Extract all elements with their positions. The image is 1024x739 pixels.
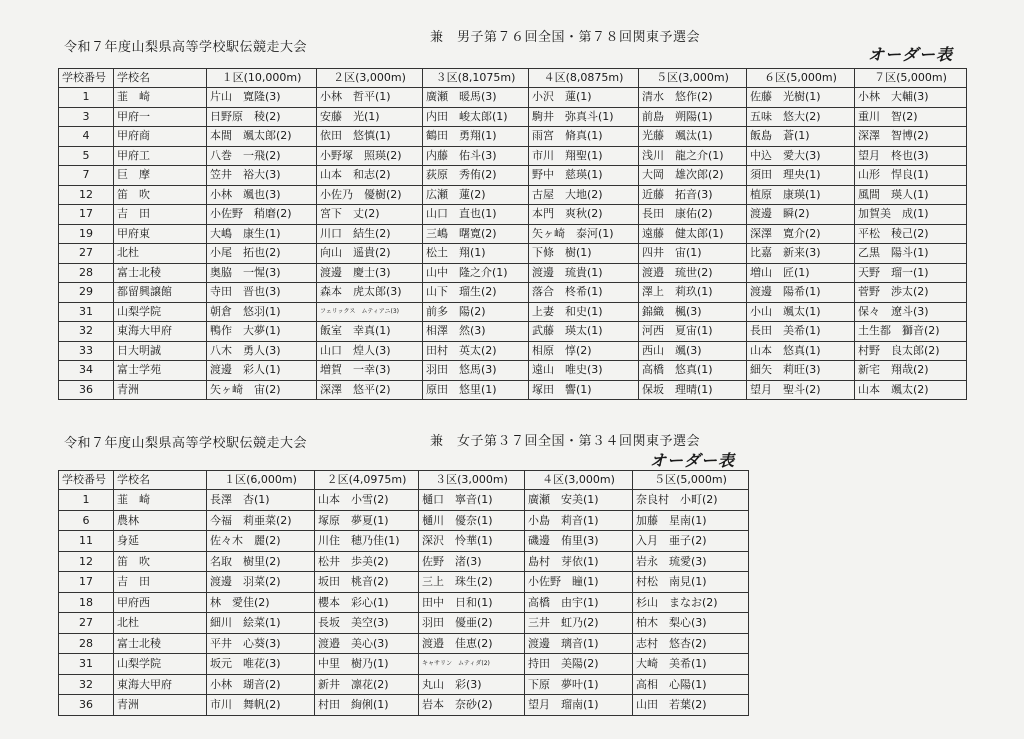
runner-cell: 本門 爽秋(2) xyxy=(529,205,639,225)
runner-cell: 奈良村 小町(2) xyxy=(633,490,749,511)
runner-cell: 小林 瑚音(2) xyxy=(207,674,315,695)
runner-cell: 志村 悠杏(2) xyxy=(633,633,749,654)
women-header-cell: 学校番号 xyxy=(59,471,114,490)
runner-cell: 山口 煌人(3) xyxy=(317,341,423,361)
runner-cell: 菅野 渉太(2) xyxy=(855,283,967,303)
runner-cell: 矢ヶ崎 泰河(1) xyxy=(529,224,639,244)
runner-cell: 重川 智(2) xyxy=(855,107,967,127)
runner-cell: 笠井 裕大(3) xyxy=(207,166,317,186)
runner-cell: 保坂 理晴(1) xyxy=(639,380,747,400)
runner-cell: 持田 美陽(2) xyxy=(525,654,633,675)
school-number-cell: 4 xyxy=(59,127,114,147)
school-name-cell: 青洲 xyxy=(114,380,207,400)
runner-cell: フェリックス ムティアニ(3) xyxy=(317,302,423,322)
runner-cell: 四井 宙(1) xyxy=(639,244,747,264)
men-table-row xyxy=(59,166,967,186)
school-name-cell: 東海大甲府 xyxy=(114,674,207,695)
runner-cell: 山口 直也(1) xyxy=(423,205,529,225)
runner-cell: 相澤 然(3) xyxy=(423,322,529,342)
school-name-cell: 甲府西 xyxy=(114,592,207,613)
school-name-cell: 日大明誠 xyxy=(114,341,207,361)
runner-cell: 朝倉 悠羽(1) xyxy=(207,302,317,322)
runner-cell: 羽田 悠馬(3) xyxy=(423,361,529,381)
men-header-cell: ４区(8,0875m) xyxy=(529,69,639,88)
runner-cell: 内藤 佑斗(3) xyxy=(423,146,529,166)
runner-cell: 松井 歩美(2) xyxy=(315,551,419,572)
runner-cell: 清水 悠作(2) xyxy=(639,88,747,108)
men-table-row xyxy=(59,146,967,166)
runner-cell: 八木 勇人(3) xyxy=(207,341,317,361)
school-number-cell: 11 xyxy=(59,531,114,552)
men-table-row xyxy=(59,263,967,283)
men-header-cell: ７区(5,000m) xyxy=(855,69,967,88)
runner-cell: 磯邊 侑里(3) xyxy=(525,531,633,552)
runner-cell: 廣瀬 安美(1) xyxy=(525,490,633,511)
runner-cell: 望月 瑠南(1) xyxy=(525,695,633,716)
women-table-row xyxy=(59,654,749,675)
school-name-cell: 甲府東 xyxy=(114,224,207,244)
men-title-sub: 兼 男子第７６回全国・第７８回関東予選会 xyxy=(430,30,701,45)
runner-cell: 今福 莉亜菜(2) xyxy=(207,510,315,531)
men-table-row xyxy=(59,361,967,381)
runner-cell: 山本 颯太(2) xyxy=(855,380,967,400)
runner-cell: 渡邉 美心(3) xyxy=(315,633,419,654)
school-number-cell: 27 xyxy=(59,613,114,634)
runner-cell: 山本 小雪(2) xyxy=(315,490,419,511)
men-header-cell: ２区(3,000m) xyxy=(317,69,423,88)
school-number-cell: 34 xyxy=(59,361,114,381)
runner-cell: 渡邊 羽菜(2) xyxy=(207,572,315,593)
runner-cell: 新井 凛花(2) xyxy=(315,674,419,695)
runner-cell: 三井 虹乃(2) xyxy=(525,613,633,634)
women-table-row xyxy=(59,531,749,552)
school-name-cell: 農林 xyxy=(114,510,207,531)
runner-cell: 駒井 弥真斗(1) xyxy=(529,107,639,127)
runner-cell: 山田 若葉(2) xyxy=(633,695,749,716)
runner-cell: 遠山 唯史(3) xyxy=(529,361,639,381)
women-table-row xyxy=(59,490,749,511)
school-name-cell: 韮 崎 xyxy=(114,88,207,108)
runner-cell: 平井 心葵(3) xyxy=(207,633,315,654)
women-header-cell: １区(6,000m) xyxy=(207,471,315,490)
men-table-row xyxy=(59,185,967,205)
runner-cell: 鴨作 大夢(1) xyxy=(207,322,317,342)
runner-cell: 須田 理央(1) xyxy=(747,166,855,186)
runner-cell: 増賀 一幸(3) xyxy=(317,361,423,381)
school-number-cell: 18 xyxy=(59,592,114,613)
school-name-cell: 吉 田 xyxy=(114,572,207,593)
school-name-cell: 山梨学院 xyxy=(114,302,207,322)
school-number-cell: 3 xyxy=(59,107,114,127)
runner-cell: 雨宮 脩真(1) xyxy=(529,127,639,147)
runner-cell: 長澤 杏(1) xyxy=(207,490,315,511)
women-title: 令和７年度山梨県高等学校駅伝競走大会 xyxy=(64,436,308,451)
men-table-row xyxy=(59,283,967,303)
runner-cell: 本間 颯太郎(2) xyxy=(207,127,317,147)
school-name-cell: 巨 摩 xyxy=(114,166,207,186)
school-name-cell: 富士北稜 xyxy=(114,263,207,283)
runner-cell: 柏木 梨心(3) xyxy=(633,613,749,634)
runner-cell: 矢ヶ崎 宙(2) xyxy=(207,380,317,400)
men-table-row xyxy=(59,322,967,342)
runner-cell: 深澤 寛介(2) xyxy=(747,224,855,244)
men-header-cell: ５区(3,000m) xyxy=(639,69,747,88)
school-number-cell: 1 xyxy=(59,490,114,511)
runner-cell: 土生都 獅音(2) xyxy=(855,322,967,342)
runner-cell: 野中 慈瑛(1) xyxy=(529,166,639,186)
men-table-row xyxy=(59,127,967,147)
school-name-cell: 北杜 xyxy=(114,244,207,264)
runner-cell: 細矢 莉旺(3) xyxy=(747,361,855,381)
school-number-cell: 28 xyxy=(59,263,114,283)
runner-cell: 小沢 蓮(1) xyxy=(529,88,639,108)
school-name-cell: 笛 吹 xyxy=(114,185,207,205)
women-order-table xyxy=(58,470,749,716)
runner-cell: 平松 稜己(2) xyxy=(855,224,967,244)
school-number-cell: 7 xyxy=(59,166,114,186)
runner-cell: 松土 翔(1) xyxy=(423,244,529,264)
school-name-cell: 吉 田 xyxy=(114,205,207,225)
runner-cell: 山本 和志(2) xyxy=(317,166,423,186)
school-number-cell: 5 xyxy=(59,146,114,166)
runner-cell: 依田 悠慎(1) xyxy=(317,127,423,147)
women-header-cell: ５区(5,000m) xyxy=(633,471,749,490)
runner-cell: 宮下 丈(2) xyxy=(317,205,423,225)
runner-cell: 三嶋 曙寛(2) xyxy=(423,224,529,244)
runner-cell: 小山 颯太(1) xyxy=(747,302,855,322)
runner-cell: 武藤 瑛太(1) xyxy=(529,322,639,342)
runner-cell: 原田 悠里(1) xyxy=(423,380,529,400)
runner-cell: 上妻 和史(1) xyxy=(529,302,639,322)
men-header-cell: ６区(5,000m) xyxy=(747,69,855,88)
runner-cell: 小島 莉音(1) xyxy=(525,510,633,531)
runner-cell: 川口 結生(2) xyxy=(317,224,423,244)
runner-cell: 大崎 美希(1) xyxy=(633,654,749,675)
runner-cell: 羽田 優亜(2) xyxy=(419,613,525,634)
women-table-row xyxy=(59,613,749,634)
school-number-cell: 27 xyxy=(59,244,114,264)
runner-cell: 鶴田 勇翔(1) xyxy=(423,127,529,147)
runner-cell: 深澤 悠平(2) xyxy=(317,380,423,400)
runner-cell: 櫻本 彩心(1) xyxy=(315,592,419,613)
runner-cell: 相原 惇(2) xyxy=(529,341,639,361)
school-name-cell: 都留興譲館 xyxy=(114,283,207,303)
runner-cell: 河西 夏宙(1) xyxy=(639,322,747,342)
runner-cell: キャサリン ムティダ(2) xyxy=(419,654,525,675)
school-number-cell: 36 xyxy=(59,695,114,716)
men-table-row xyxy=(59,88,967,108)
runner-cell: 西山 颯(3) xyxy=(639,341,747,361)
runner-cell: 小林 颯也(3) xyxy=(207,185,317,205)
runner-cell: 村野 良太郎(2) xyxy=(855,341,967,361)
runner-cell: 保々 遼斗(3) xyxy=(855,302,967,322)
runner-cell: 内田 峻太郎(1) xyxy=(423,107,529,127)
runner-cell: 樋川 優奈(1) xyxy=(419,510,525,531)
men-table-row xyxy=(59,380,967,400)
women-header-row xyxy=(59,471,749,490)
runner-cell: 深沢 怜華(1) xyxy=(419,531,525,552)
school-number-cell: 17 xyxy=(59,205,114,225)
school-number-cell: 12 xyxy=(59,551,114,572)
women-header-cell: ２区(4,0975m) xyxy=(315,471,419,490)
women-header-cell: ４区(3,000m) xyxy=(525,471,633,490)
school-number-cell: 6 xyxy=(59,510,114,531)
runner-cell: 風間 瑛人(1) xyxy=(855,185,967,205)
women-title-sub: 兼 女子第３７回全国・第３４回関東予選会 xyxy=(430,434,701,449)
runner-cell: 小野塚 照瑛(2) xyxy=(317,146,423,166)
school-name-cell: 甲府工 xyxy=(114,146,207,166)
runner-cell: 深澤 智博(2) xyxy=(855,127,967,147)
runner-cell: 小佐野 稍磨(2) xyxy=(207,205,317,225)
runner-cell: 塚田 響(1) xyxy=(529,380,639,400)
runner-cell: 加藤 星南(1) xyxy=(633,510,749,531)
runner-cell: 渡邊 璃音(1) xyxy=(525,633,633,654)
runner-cell: 丸山 彩(3) xyxy=(419,674,525,695)
men-table-row xyxy=(59,224,967,244)
runner-cell: 比嘉 新来(3) xyxy=(747,244,855,264)
women-order-label: オーダー表 xyxy=(650,451,736,470)
runner-cell: 遠藤 健太郎(1) xyxy=(639,224,747,244)
runner-cell: 岩永 琉愛(3) xyxy=(633,551,749,572)
men-order-table xyxy=(58,68,967,400)
men-header-cell: １区(10,000m) xyxy=(207,69,317,88)
runner-cell: 杉山 まなお(2) xyxy=(633,592,749,613)
runner-cell: 高橋 悠真(1) xyxy=(639,361,747,381)
school-number-cell: 32 xyxy=(59,674,114,695)
runner-cell: 天野 瑠一(1) xyxy=(855,263,967,283)
runner-cell: 飯島 蒼(1) xyxy=(747,127,855,147)
runner-cell: 片山 寛隆(3) xyxy=(207,88,317,108)
men-title: 令和７年度山梨県高等学校駅伝競走大会 xyxy=(64,40,308,55)
women-header-cell: ３区(3,000m) xyxy=(419,471,525,490)
runner-cell: 川住 穂乃佳(1) xyxy=(315,531,419,552)
runner-cell: 増山 匠(1) xyxy=(747,263,855,283)
runner-cell: 坂田 桃音(2) xyxy=(315,572,419,593)
runner-cell: 望月 柊也(3) xyxy=(855,146,967,166)
women-table-row xyxy=(59,674,749,695)
runner-cell: 植原 康瑛(1) xyxy=(747,185,855,205)
runner-cell: 山本 悠真(1) xyxy=(747,341,855,361)
men-header-cell: 学校番号 xyxy=(59,69,114,88)
runner-cell: 長田 康佑(2) xyxy=(639,205,747,225)
runner-cell: 古屋 大地(2) xyxy=(529,185,639,205)
women-table-row xyxy=(59,572,749,593)
runner-cell: 加賀美 成(1) xyxy=(855,205,967,225)
runner-cell: 荻原 秀侑(2) xyxy=(423,166,529,186)
runner-cell: 渡邉 佳恵(2) xyxy=(419,633,525,654)
runner-cell: 奥脇 一惺(3) xyxy=(207,263,317,283)
runner-cell: 小林 大輔(3) xyxy=(855,88,967,108)
women-table-row xyxy=(59,633,749,654)
runner-cell: 田中 日和(1) xyxy=(419,592,525,613)
runner-cell: 新宅 翔哉(2) xyxy=(855,361,967,381)
runner-cell: 小林 哲平(1) xyxy=(317,88,423,108)
runner-cell: 向山 遥貴(2) xyxy=(317,244,423,264)
runner-cell: 渡邊 慶士(3) xyxy=(317,263,423,283)
runner-cell: 佐野 渚(3) xyxy=(419,551,525,572)
school-name-cell: 東海大甲府 xyxy=(114,322,207,342)
women-table-row xyxy=(59,592,749,613)
runner-cell: 下原 夢叶(1) xyxy=(525,674,633,695)
runner-cell: 田村 英太(2) xyxy=(423,341,529,361)
runner-cell: 渡邉 琉世(2) xyxy=(639,263,747,283)
runner-cell: 飯室 幸真(1) xyxy=(317,322,423,342)
women-table-row xyxy=(59,510,749,531)
school-name-cell: 韮 崎 xyxy=(114,490,207,511)
school-name-cell: 北杜 xyxy=(114,613,207,634)
runner-cell: 日野原 稜(2) xyxy=(207,107,317,127)
men-table-row xyxy=(59,244,967,264)
runner-cell: 市川 舞帆(2) xyxy=(207,695,315,716)
runner-cell: 廣瀬 暖馬(3) xyxy=(423,88,529,108)
runner-cell: 大嶋 康生(1) xyxy=(207,224,317,244)
men-header-cell: ３区(8,1075m) xyxy=(423,69,529,88)
runner-cell: 乙黒 陽斗(1) xyxy=(855,244,967,264)
school-number-cell: 1 xyxy=(59,88,114,108)
runner-cell: 高橋 由宇(1) xyxy=(525,592,633,613)
school-number-cell: 36 xyxy=(59,380,114,400)
school-name-cell: 笛 吹 xyxy=(114,551,207,572)
school-name-cell: 青洲 xyxy=(114,695,207,716)
school-number-cell: 28 xyxy=(59,633,114,654)
runner-cell: 渡邊 陽希(1) xyxy=(747,283,855,303)
runner-cell: 渡邊 瞬(2) xyxy=(747,205,855,225)
runner-cell: 佐々木 麗(2) xyxy=(207,531,315,552)
runner-cell: 細川 絵菜(1) xyxy=(207,613,315,634)
runner-cell: 島村 芽依(1) xyxy=(525,551,633,572)
school-number-cell: 32 xyxy=(59,322,114,342)
school-name-cell: 甲府商 xyxy=(114,127,207,147)
school-number-cell: 17 xyxy=(59,572,114,593)
runner-cell: 安藤 光(1) xyxy=(317,107,423,127)
school-name-cell: 身延 xyxy=(114,531,207,552)
runner-cell: 小尾 拓也(2) xyxy=(207,244,317,264)
men-table-row xyxy=(59,107,967,127)
women-table-row xyxy=(59,551,749,572)
runner-cell: 村松 南見(1) xyxy=(633,572,749,593)
runner-cell: 渡邊 彩人(1) xyxy=(207,361,317,381)
school-name-cell: 甲府一 xyxy=(114,107,207,127)
runner-cell: 長坂 美空(3) xyxy=(315,613,419,634)
runner-cell: 小佐乃 優樹(2) xyxy=(317,185,423,205)
school-name-cell: 山梨学院 xyxy=(114,654,207,675)
school-name-cell: 富士学苑 xyxy=(114,361,207,381)
men-header-cell: 学校名 xyxy=(114,69,207,88)
women-table-row xyxy=(59,695,749,716)
runner-cell: 長田 美希(1) xyxy=(747,322,855,342)
runner-cell: 森本 虎太郎(3) xyxy=(317,283,423,303)
runner-cell: 山中 隆之介(1) xyxy=(423,263,529,283)
runner-cell: 五味 悠大(2) xyxy=(747,107,855,127)
school-number-cell: 31 xyxy=(59,654,114,675)
runner-cell: 寺田 晋也(3) xyxy=(207,283,317,303)
runner-cell: 名取 樹里(2) xyxy=(207,551,315,572)
runner-cell: 中里 樹乃(1) xyxy=(315,654,419,675)
runner-cell: 三上 珠生(2) xyxy=(419,572,525,593)
runner-cell: 塚原 夢夏(1) xyxy=(315,510,419,531)
runner-cell: 佐藤 光樹(1) xyxy=(747,88,855,108)
runner-cell: 樋口 寧音(1) xyxy=(419,490,525,511)
runner-cell: 光藤 颯汰(1) xyxy=(639,127,747,147)
runner-cell: 坂元 唯花(3) xyxy=(207,654,315,675)
runner-cell: 落合 柊希(1) xyxy=(529,283,639,303)
runner-cell: 八巻 一飛(2) xyxy=(207,146,317,166)
runner-cell: 高相 心陽(1) xyxy=(633,674,749,695)
runner-cell: 市川 翔聖(1) xyxy=(529,146,639,166)
runner-cell: 下條 樹(1) xyxy=(529,244,639,264)
men-table-row xyxy=(59,205,967,225)
school-number-cell: 12 xyxy=(59,185,114,205)
runner-cell: 山下 瑠生(2) xyxy=(423,283,529,303)
runner-cell: 澤上 莉玖(1) xyxy=(639,283,747,303)
school-number-cell: 33 xyxy=(59,341,114,361)
women-header-cell: 学校名 xyxy=(114,471,207,490)
runner-cell: 大岡 雄次郎(2) xyxy=(639,166,747,186)
runner-cell: 前島 朔陽(1) xyxy=(639,107,747,127)
school-name-cell: 富士北稜 xyxy=(114,633,207,654)
runner-cell: 林 愛佳(2) xyxy=(207,592,315,613)
runner-cell: 前多 陽(2) xyxy=(423,302,529,322)
school-number-cell: 19 xyxy=(59,224,114,244)
runner-cell: 近藤 拓音(3) xyxy=(639,185,747,205)
runner-cell: 入月 亜子(2) xyxy=(633,531,749,552)
runner-cell: 小佐野 瞳(1) xyxy=(525,572,633,593)
runner-cell: 浅川 龍之介(1) xyxy=(639,146,747,166)
runner-cell: 中込 愛大(3) xyxy=(747,146,855,166)
men-table-row xyxy=(59,302,967,322)
runner-cell: 錦織 楓(3) xyxy=(639,302,747,322)
runner-cell: 広瀬 蓮(2) xyxy=(423,185,529,205)
school-number-cell: 31 xyxy=(59,302,114,322)
men-order-label: オーダー表 xyxy=(868,45,954,64)
runner-cell: 岩本 奈砂(2) xyxy=(419,695,525,716)
school-number-cell: 29 xyxy=(59,283,114,303)
runner-cell: 渡邊 琉貴(1) xyxy=(529,263,639,283)
runner-cell: 望月 聖斗(2) xyxy=(747,380,855,400)
runner-cell: 村田 絢俐(1) xyxy=(315,695,419,716)
men-header-row xyxy=(59,69,967,88)
men-table-row xyxy=(59,341,967,361)
runner-cell: 山形 悍良(1) xyxy=(855,166,967,186)
